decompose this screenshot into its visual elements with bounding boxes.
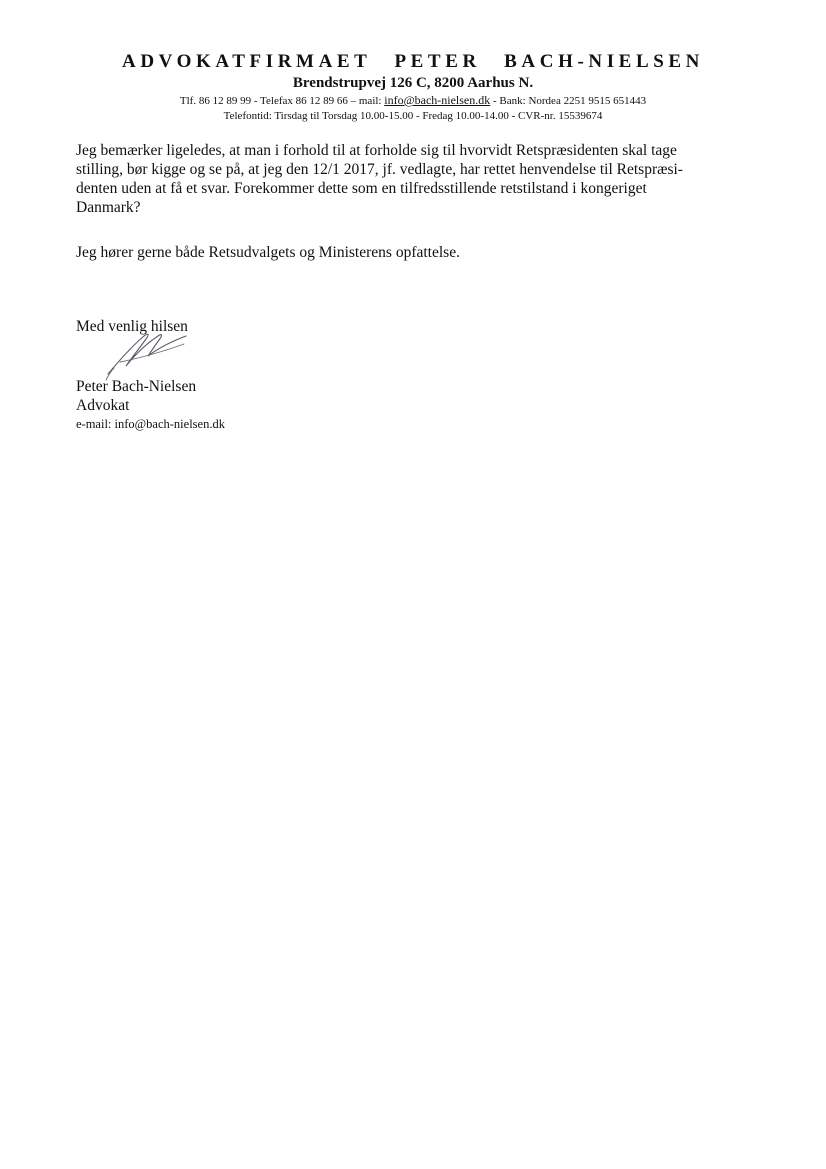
- closing-greeting: Med venlig hilsen: [76, 318, 188, 335]
- body-line: Danmark?: [76, 199, 141, 216]
- body-line: denten uden at få et svar. Forekommer dette som en tilfredsstillende retstilstand i kongeriget: [76, 180, 647, 197]
- contact-email-link[interactable]: info@bach-nielsen.dk: [384, 93, 491, 107]
- body-paragraph-1: [76, 141, 736, 217]
- firm-address: Brendstrupvej 126 C, 8200 Aarhus N.: [292, 75, 534, 91]
- signer-email: e-mail: info@bach-nielsen.dk: [76, 417, 225, 431]
- firm-hours: Telefontid: Tirsdag til Torsdag 10.00-15.00 - Fredag 10.00-14.00 - CVR-nr. 15539674: [223, 110, 603, 122]
- contact-bank: - Bank: Nordea 2251 9515 651443: [490, 95, 647, 107]
- signer-name: Peter Bach-Nielsen: [76, 378, 197, 395]
- letterhead: [0, 50, 826, 123]
- signer-title: Advokat: [76, 397, 130, 414]
- contact-phone-fax: Tlf. 86 12 89 99 - Telefax 86 12 89 66 – mail:: [179, 95, 385, 107]
- body-line: stilling, bør kigge og se på, at jeg den 12/1 2017, jf. vedlagte, har rettet henvendelse til Retspræsi-: [76, 161, 683, 178]
- firm-name: ADVOKATFIRMAET PETER BACH-NIELSEN: [122, 51, 704, 72]
- body-paragraph-2: Jeg hører gerne både Retsudvalgets og Ministerens opfattelse.: [76, 244, 460, 261]
- body-line: Jeg bemærker ligeledes, at man i forhold til at forholde sig til hvorvidt Retspræsidenten skal tage: [76, 142, 677, 159]
- firm-contact-line: [0, 93, 826, 109]
- handwritten-signature: [100, 322, 210, 384]
